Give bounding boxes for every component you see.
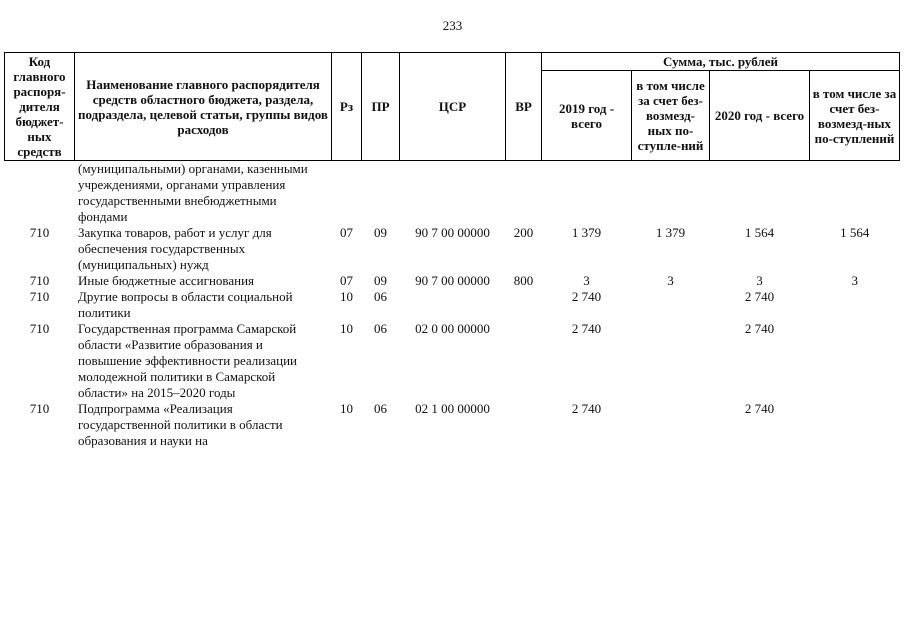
cell-rz: 10: [340, 321, 353, 336]
header-vr: ВР: [506, 53, 542, 161]
header-csr: ЦСР: [400, 53, 506, 161]
cell-pr: 09: [374, 225, 387, 240]
cell-name: Государственная программа Самарской области «Развитие образования и повышение эффективности реализации молодежной политики в Самарской области» на 2015–2020 годы: [78, 321, 297, 400]
cell-code: 710: [29, 225, 50, 240]
cell-csr: 02 1 00 00000: [415, 401, 490, 416]
cell-2020-total: 2 740: [744, 321, 775, 336]
cell-2020-total: 2 740: [744, 289, 775, 304]
header-2019-free: в том числе за счет без-возмезд-ных по-ступле-ний: [632, 71, 710, 161]
header-name: Наименование главного распорядителя средств областного бюджета, раздела, подраздела, целевой статьи, группы видов расходов: [75, 53, 332, 161]
cell-name: Иные бюджетные ассигнования: [78, 273, 255, 288]
cell-2019-free: [632, 161, 710, 226]
table-header: [5, 53, 900, 161]
table-row: [5, 321, 900, 401]
cell-2020-total: 3: [756, 273, 763, 288]
header-code: Код главного распоря-дителя бюджет-ных средств: [5, 53, 75, 161]
cell-2020-free: [810, 161, 900, 226]
cell-rz: 10: [340, 401, 353, 416]
cell-pr: 09: [374, 273, 387, 288]
budget-table: [4, 52, 900, 449]
page-number: 233: [442, 18, 463, 33]
table-row: [5, 225, 900, 273]
cell-pr: 06: [374, 289, 387, 304]
cell-code: [5, 161, 75, 226]
cell-pr: [362, 161, 400, 226]
cell-2019-total: [542, 161, 632, 226]
header-2019-total: 2019 год - всего: [542, 71, 632, 161]
cell-csr: 90 7 00 00000: [415, 225, 490, 240]
cell-name: Подпрограмма «Реализация государственной политики в области образования и науки на: [78, 401, 283, 448]
cell-csr: [400, 161, 506, 226]
cell-vr: [506, 401, 542, 449]
table-row: [5, 273, 900, 289]
cell-rz: 07: [340, 225, 353, 240]
cell-2020-free: [810, 321, 900, 401]
header-2020-total: 2020 год - всего: [710, 71, 810, 161]
cell-rz: 10: [340, 289, 353, 304]
cell-2019-total: 1 379: [571, 225, 602, 240]
cell-vr: 800: [513, 273, 534, 288]
table-body: [5, 161, 900, 450]
cell-name: (муниципальными) органами, казенными учреждениями, органами управления государственными внебюджетными фондами: [78, 161, 308, 224]
cell-code: 710: [29, 273, 50, 288]
cell-name: Другие вопросы в области социальной политики: [78, 289, 293, 320]
cell-2019-free: 3: [667, 273, 674, 288]
cell-2020-total: 2 740: [744, 401, 775, 416]
cell-2020-free: 1 564: [840, 225, 870, 240]
cell-2019-free: [632, 321, 710, 401]
cell-vr: [506, 321, 542, 401]
cell-2020-free: 3: [851, 273, 858, 288]
cell-2019-total: 2 740: [571, 289, 602, 304]
cell-2020-free: [810, 401, 900, 449]
table-row: [5, 161, 900, 226]
cell-csr: 90 7 00 00000: [415, 273, 490, 288]
cell-vr: [506, 161, 542, 226]
cell-2020-free: [810, 289, 900, 321]
header-2020-free: в том числе за счет без-возмезд-ных по-ступлений: [810, 71, 900, 161]
header-sum: Сумма, тыс. рублей: [542, 53, 900, 71]
header-rz: Рз: [332, 53, 362, 161]
cell-2019-free: [632, 401, 710, 449]
cell-code: 710: [29, 289, 50, 304]
cell-name: Закупка товаров, работ и услуг для обеспечения государственных (муниципальных) нужд: [78, 225, 272, 272]
cell-vr: [506, 289, 542, 321]
table-row: [5, 401, 900, 449]
cell-2019-free: [632, 289, 710, 321]
cell-2020-total: [710, 161, 810, 226]
cell-2019-total: 3: [583, 273, 590, 288]
cell-2019-total: 2 740: [571, 401, 602, 416]
cell-csr: 02 0 00 00000: [415, 321, 490, 336]
cell-pr: 06: [374, 321, 387, 336]
table-row: [5, 289, 900, 321]
cell-rz: 07: [340, 273, 353, 288]
cell-vr: 200: [513, 225, 534, 240]
cell-2019-free: 1 379: [655, 225, 686, 240]
cell-pr: 06: [374, 401, 387, 416]
cell-code: 710: [29, 401, 50, 416]
cell-rz: [332, 161, 362, 226]
header-pr: ПР: [362, 53, 400, 161]
cell-2019-total: 2 740: [571, 321, 602, 336]
cell-code: 710: [29, 321, 50, 336]
cell-2020-total: 1 564: [744, 225, 775, 240]
cell-csr: [400, 289, 506, 321]
